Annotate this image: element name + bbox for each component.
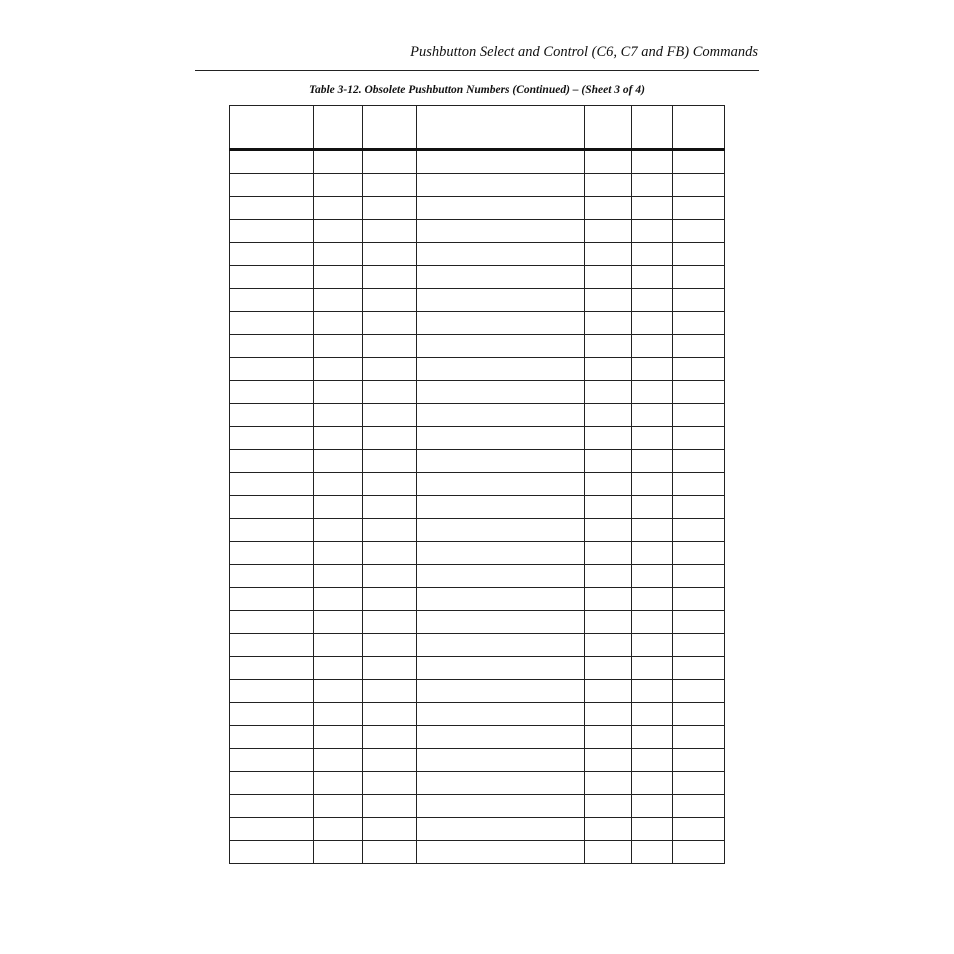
table-cell bbox=[585, 381, 632, 404]
table-cell bbox=[363, 588, 417, 611]
table-cell bbox=[585, 680, 632, 703]
table-cell bbox=[314, 312, 363, 335]
table-cell bbox=[230, 634, 314, 657]
table-cell bbox=[417, 611, 585, 634]
table-cell bbox=[585, 450, 632, 473]
table-cell bbox=[314, 542, 363, 565]
table-cell bbox=[673, 818, 725, 841]
table-cell bbox=[230, 220, 314, 243]
table-cell bbox=[417, 220, 585, 243]
table-row bbox=[230, 450, 725, 473]
table-cell bbox=[585, 266, 632, 289]
table-cell bbox=[230, 703, 314, 726]
table-cell bbox=[314, 703, 363, 726]
table-cell bbox=[673, 542, 725, 565]
table-cell bbox=[314, 519, 363, 542]
table-cell bbox=[230, 381, 314, 404]
table-cell bbox=[632, 519, 673, 542]
table-cell bbox=[417, 289, 585, 312]
table-cell bbox=[673, 726, 725, 749]
table-cell bbox=[673, 841, 725, 864]
table-cell bbox=[363, 703, 417, 726]
table-cell bbox=[230, 795, 314, 818]
table-cell bbox=[363, 450, 417, 473]
table-cell bbox=[673, 473, 725, 496]
table-cell bbox=[632, 404, 673, 427]
table-cell bbox=[632, 381, 673, 404]
table-row bbox=[230, 588, 725, 611]
table-cell bbox=[230, 657, 314, 680]
table-row bbox=[230, 174, 725, 197]
table-cell bbox=[585, 841, 632, 864]
table-cell bbox=[632, 749, 673, 772]
table-cell bbox=[585, 220, 632, 243]
table-cell bbox=[585, 312, 632, 335]
table-cell bbox=[230, 427, 314, 450]
table-row bbox=[230, 657, 725, 680]
table-cell bbox=[585, 611, 632, 634]
table-cell bbox=[673, 496, 725, 519]
table-cell bbox=[632, 335, 673, 358]
table-cell bbox=[673, 749, 725, 772]
table-cell bbox=[230, 519, 314, 542]
table-cell bbox=[585, 634, 632, 657]
table-row bbox=[230, 289, 725, 312]
table-cell bbox=[585, 726, 632, 749]
table-cell bbox=[314, 174, 363, 197]
table-body bbox=[230, 150, 725, 864]
table-cell bbox=[363, 358, 417, 381]
table-cell bbox=[585, 150, 632, 174]
table-cell bbox=[314, 335, 363, 358]
table-cell bbox=[230, 818, 314, 841]
table-cell bbox=[417, 841, 585, 864]
table-row bbox=[230, 818, 725, 841]
table-cell bbox=[363, 312, 417, 335]
table-row bbox=[230, 427, 725, 450]
table-cell bbox=[585, 565, 632, 588]
table-cell bbox=[585, 496, 632, 519]
table-cell bbox=[417, 312, 585, 335]
table-row bbox=[230, 381, 725, 404]
table-cell bbox=[363, 243, 417, 266]
table-cell bbox=[363, 795, 417, 818]
table-cell bbox=[632, 703, 673, 726]
table-cell bbox=[417, 519, 585, 542]
table-cell bbox=[585, 335, 632, 358]
table-cell bbox=[314, 197, 363, 220]
table-cell bbox=[585, 818, 632, 841]
table-cell bbox=[632, 266, 673, 289]
table-cell bbox=[585, 519, 632, 542]
table-cell bbox=[673, 565, 725, 588]
table-cell bbox=[673, 289, 725, 312]
table-cell bbox=[363, 680, 417, 703]
table-cell bbox=[314, 243, 363, 266]
obsolete-pushbutton-table bbox=[229, 105, 725, 864]
table-cell bbox=[417, 680, 585, 703]
table-cell bbox=[230, 404, 314, 427]
table-cell bbox=[230, 772, 314, 795]
table-cell bbox=[417, 335, 585, 358]
table-cell bbox=[363, 634, 417, 657]
table-cell bbox=[314, 289, 363, 312]
table-cell bbox=[417, 404, 585, 427]
table-cell bbox=[230, 243, 314, 266]
table-row bbox=[230, 772, 725, 795]
table-cell bbox=[632, 450, 673, 473]
table-cell bbox=[585, 174, 632, 197]
table-cell bbox=[230, 335, 314, 358]
table-cell bbox=[363, 565, 417, 588]
table-cell bbox=[363, 473, 417, 496]
table-cell bbox=[673, 404, 725, 427]
table-cell bbox=[230, 473, 314, 496]
table-cell bbox=[673, 427, 725, 450]
table-cell bbox=[673, 335, 725, 358]
table-cell bbox=[314, 427, 363, 450]
table-cell bbox=[585, 197, 632, 220]
column-header bbox=[314, 106, 363, 150]
table-cell bbox=[363, 772, 417, 795]
table-cell bbox=[417, 150, 585, 174]
table-cell bbox=[673, 243, 725, 266]
table-row bbox=[230, 197, 725, 220]
table-cell bbox=[632, 726, 673, 749]
table-row bbox=[230, 519, 725, 542]
table-row bbox=[230, 611, 725, 634]
table-cell bbox=[585, 289, 632, 312]
table-cell bbox=[673, 174, 725, 197]
table-cell bbox=[417, 266, 585, 289]
table-cell bbox=[417, 726, 585, 749]
table-cell bbox=[230, 680, 314, 703]
table-cell bbox=[585, 243, 632, 266]
table-cell bbox=[585, 473, 632, 496]
running-header: Pushbutton Select and Control (C6, C7 and FB) Commands bbox=[410, 44, 758, 60]
table-cell bbox=[363, 220, 417, 243]
table-cell bbox=[417, 565, 585, 588]
table-cell bbox=[632, 427, 673, 450]
table-cell bbox=[314, 795, 363, 818]
table-row bbox=[230, 312, 725, 335]
table-cell bbox=[632, 680, 673, 703]
table-cell bbox=[230, 542, 314, 565]
table-cell bbox=[673, 220, 725, 243]
table-cell bbox=[314, 220, 363, 243]
table-cell bbox=[673, 703, 725, 726]
table-cell bbox=[417, 703, 585, 726]
table-cell bbox=[673, 519, 725, 542]
table-cell bbox=[417, 818, 585, 841]
table-row bbox=[230, 150, 725, 174]
table-cell bbox=[314, 726, 363, 749]
table-cell bbox=[632, 841, 673, 864]
table-row bbox=[230, 243, 725, 266]
table-cell bbox=[632, 150, 673, 174]
table-cell bbox=[363, 174, 417, 197]
column-header bbox=[230, 106, 314, 150]
table-cell bbox=[314, 358, 363, 381]
table-cell bbox=[585, 772, 632, 795]
table-cell bbox=[585, 358, 632, 381]
table-cell bbox=[314, 772, 363, 795]
table-cell bbox=[632, 496, 673, 519]
table-cell bbox=[673, 795, 725, 818]
table-cell bbox=[363, 657, 417, 680]
table-cell bbox=[673, 634, 725, 657]
column-header bbox=[363, 106, 417, 150]
table-cell bbox=[314, 450, 363, 473]
table-cell bbox=[363, 496, 417, 519]
table-cell bbox=[585, 749, 632, 772]
table-cell bbox=[417, 588, 585, 611]
table-cell bbox=[673, 358, 725, 381]
table-cell bbox=[363, 289, 417, 312]
table-cell bbox=[417, 749, 585, 772]
table-cell bbox=[230, 312, 314, 335]
column-header bbox=[417, 106, 585, 150]
table-cell bbox=[673, 266, 725, 289]
table-cell bbox=[632, 243, 673, 266]
table-cell bbox=[363, 266, 417, 289]
table-cell bbox=[417, 795, 585, 818]
table-cell bbox=[314, 473, 363, 496]
table-cell bbox=[632, 657, 673, 680]
column-header bbox=[673, 106, 725, 150]
table-row bbox=[230, 266, 725, 289]
table-cell bbox=[314, 588, 363, 611]
table-cell bbox=[417, 243, 585, 266]
table-header bbox=[230, 106, 725, 150]
table-cell bbox=[417, 381, 585, 404]
table-cell bbox=[417, 473, 585, 496]
table-cell bbox=[363, 611, 417, 634]
table-cell bbox=[585, 657, 632, 680]
table-cell bbox=[230, 450, 314, 473]
column-header bbox=[632, 106, 673, 150]
table-row bbox=[230, 634, 725, 657]
table-cell bbox=[632, 473, 673, 496]
table-cell bbox=[417, 634, 585, 657]
table-cell bbox=[363, 335, 417, 358]
table-cell bbox=[230, 197, 314, 220]
table-cell bbox=[417, 427, 585, 450]
table-cell bbox=[314, 611, 363, 634]
table-cell bbox=[673, 588, 725, 611]
table-cell bbox=[632, 634, 673, 657]
table-cell bbox=[632, 358, 673, 381]
table-cell bbox=[585, 542, 632, 565]
table-cell bbox=[417, 174, 585, 197]
table-cell bbox=[314, 381, 363, 404]
table-cell bbox=[363, 519, 417, 542]
table-row bbox=[230, 335, 725, 358]
table-cell bbox=[632, 197, 673, 220]
table-cell bbox=[314, 680, 363, 703]
table-cell bbox=[417, 657, 585, 680]
table-row bbox=[230, 703, 725, 726]
table-cell bbox=[417, 450, 585, 473]
table-cell bbox=[314, 657, 363, 680]
table-cell bbox=[230, 565, 314, 588]
table-cell bbox=[632, 818, 673, 841]
table-row bbox=[230, 473, 725, 496]
table-row bbox=[230, 749, 725, 772]
table-cell bbox=[673, 657, 725, 680]
table-cell bbox=[632, 220, 673, 243]
table-cell bbox=[314, 749, 363, 772]
table-cell bbox=[314, 634, 363, 657]
table-cell bbox=[673, 381, 725, 404]
table-cell bbox=[417, 772, 585, 795]
table-cell bbox=[417, 496, 585, 519]
table-cell bbox=[632, 565, 673, 588]
table-cell bbox=[632, 772, 673, 795]
table-cell bbox=[673, 680, 725, 703]
table-cell bbox=[363, 381, 417, 404]
table-row bbox=[230, 358, 725, 381]
table-row bbox=[230, 220, 725, 243]
table-cell bbox=[363, 726, 417, 749]
table-row bbox=[230, 795, 725, 818]
table-cell bbox=[673, 611, 725, 634]
table-cell bbox=[632, 611, 673, 634]
table-row bbox=[230, 726, 725, 749]
table-cell bbox=[632, 174, 673, 197]
table-cell bbox=[363, 749, 417, 772]
table-cell bbox=[673, 197, 725, 220]
table-row bbox=[230, 565, 725, 588]
table-cell bbox=[585, 427, 632, 450]
table-cell bbox=[230, 611, 314, 634]
table-cell bbox=[230, 588, 314, 611]
table-cell bbox=[230, 726, 314, 749]
table-cell bbox=[230, 289, 314, 312]
table-cell bbox=[314, 150, 363, 174]
table-cell bbox=[363, 197, 417, 220]
table-cell bbox=[632, 588, 673, 611]
table-cell bbox=[585, 404, 632, 427]
table-cell bbox=[632, 795, 673, 818]
table-row bbox=[230, 841, 725, 864]
table-cell bbox=[363, 542, 417, 565]
table-cell bbox=[314, 818, 363, 841]
table-row bbox=[230, 496, 725, 519]
column-header bbox=[585, 106, 632, 150]
table-cell bbox=[417, 358, 585, 381]
table-cell bbox=[314, 565, 363, 588]
table-cell bbox=[417, 197, 585, 220]
table-cell bbox=[314, 404, 363, 427]
table-cell bbox=[585, 795, 632, 818]
table-cell bbox=[230, 841, 314, 864]
table-header-row bbox=[230, 106, 725, 150]
table-cell bbox=[314, 266, 363, 289]
table-row bbox=[230, 404, 725, 427]
table-cell bbox=[417, 542, 585, 565]
table-cell bbox=[363, 818, 417, 841]
table-cell bbox=[314, 496, 363, 519]
table-row bbox=[230, 542, 725, 565]
table-cell bbox=[585, 588, 632, 611]
table-cell bbox=[363, 404, 417, 427]
table-cell bbox=[673, 150, 725, 174]
table-cell bbox=[632, 542, 673, 565]
table-cell bbox=[673, 312, 725, 335]
table-cell bbox=[230, 496, 314, 519]
table-cell bbox=[363, 150, 417, 174]
table-cell bbox=[363, 841, 417, 864]
table-cell bbox=[230, 749, 314, 772]
table-cell bbox=[632, 312, 673, 335]
table-cell bbox=[673, 772, 725, 795]
table-cell bbox=[673, 450, 725, 473]
table-cell bbox=[314, 841, 363, 864]
table-cell bbox=[230, 266, 314, 289]
table-cell bbox=[230, 150, 314, 174]
table-cell bbox=[585, 703, 632, 726]
table-caption: Table 3-12. Obsolete Pushbutton Numbers (Continued) – (Sheet 3 of 4) bbox=[309, 84, 645, 96]
table-row bbox=[230, 680, 725, 703]
table-cell bbox=[632, 289, 673, 312]
table-cell bbox=[230, 174, 314, 197]
table-cell bbox=[363, 427, 417, 450]
table-cell bbox=[230, 358, 314, 381]
header-rule bbox=[195, 70, 759, 71]
